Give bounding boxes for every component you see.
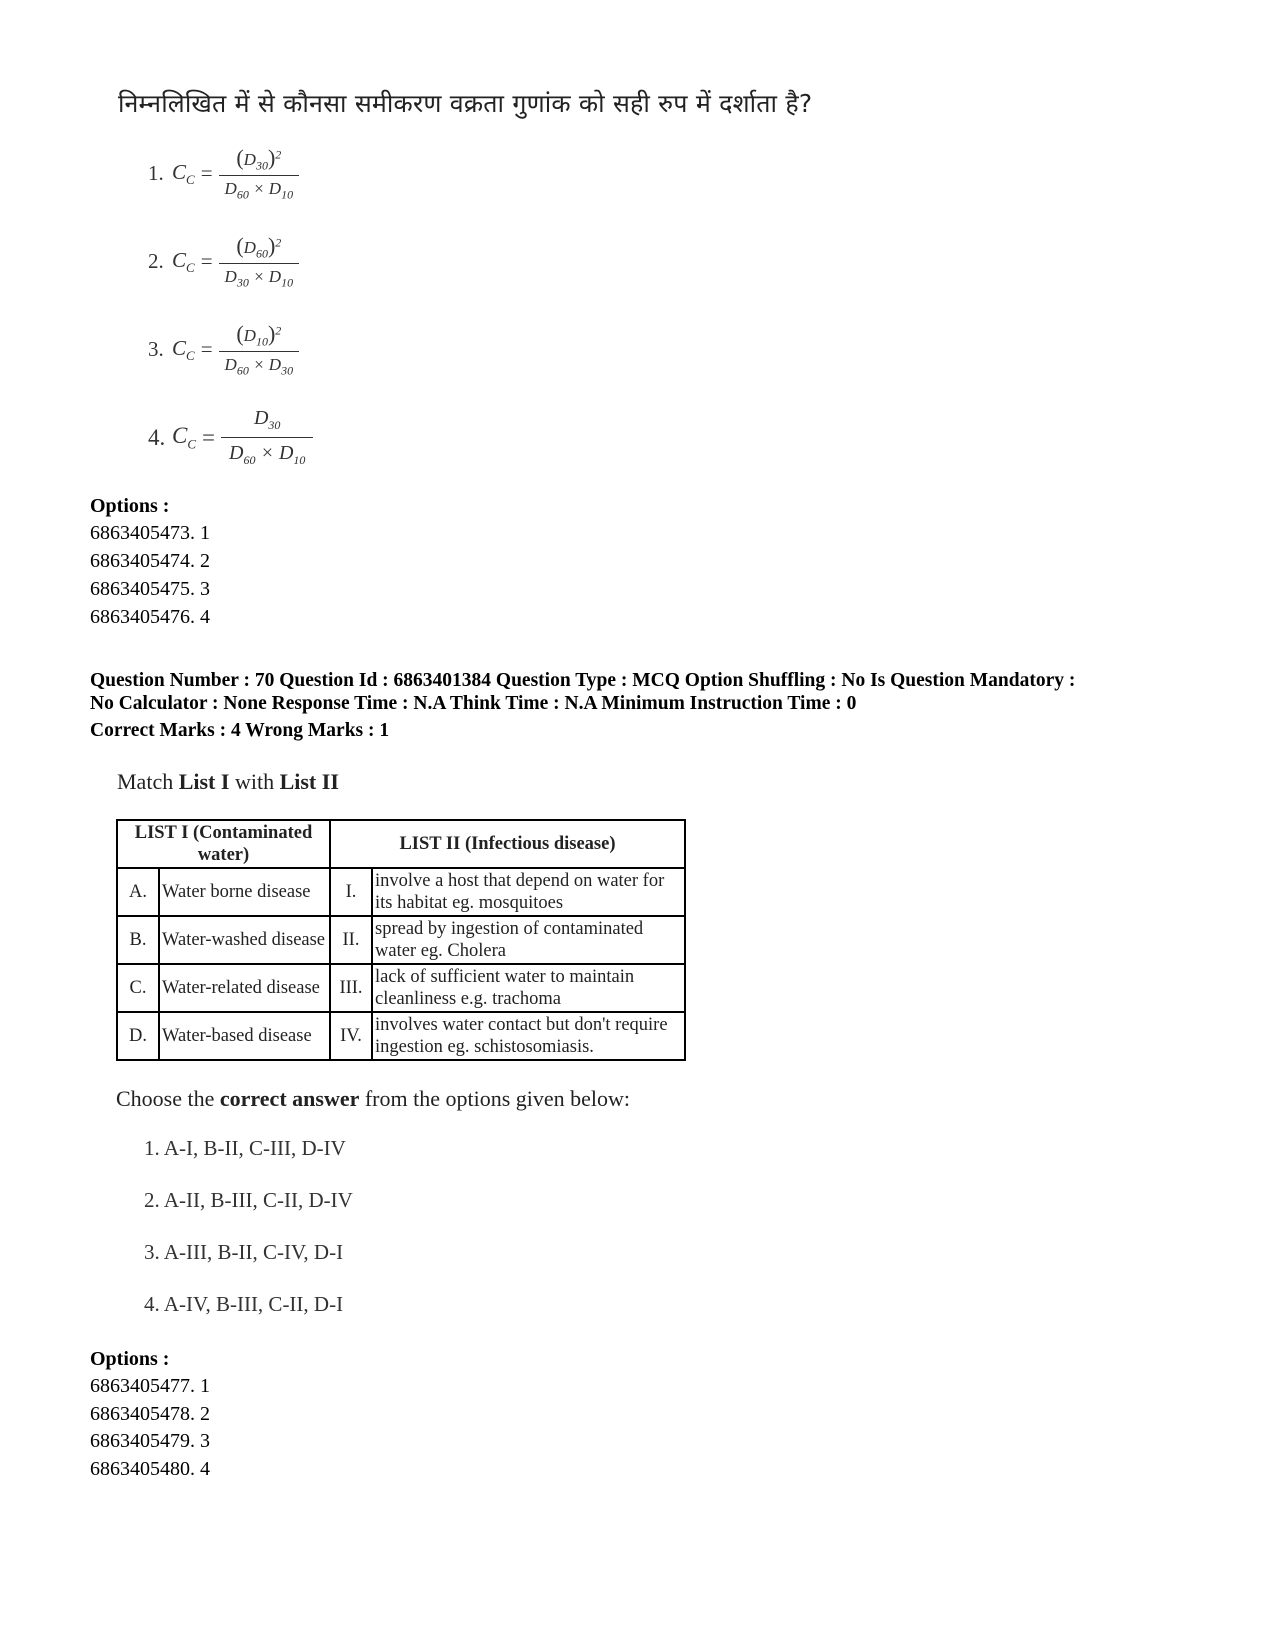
row-list1-item: Water-related disease: [159, 964, 330, 1012]
formula-number: 1.: [148, 161, 164, 186]
question-meta-line-1: Question Number : 70 Question Id : 6863401384 Question Type : MCQ Option Shuffling : No Is Question Mandatory :: [90, 670, 1076, 691]
row-list1-item: Water-based disease: [159, 1012, 330, 1060]
formula-lhs: $C_C$: [172, 247, 195, 275]
fraction: [219, 145, 300, 203]
option-item: 6863405478. 2: [90, 1403, 210, 1425]
question-marks: Correct Marks : 4 Wrong Marks : 1: [90, 720, 390, 741]
answer-choice-2: 2. A-II, B-III, C-II, D-IV: [144, 1188, 353, 1212]
denominator: $D_{60} \times D_{10}$: [221, 437, 313, 468]
row-list2-item: lack of sufficient water to maintain cleanliness e.g. trachoma: [372, 964, 685, 1012]
options-heading: Options :: [90, 495, 170, 517]
row-letter: B.: [117, 916, 159, 964]
question-text-hindi: निम्नलिखित में से कौनसा समीकरण वक्रता गुणांक को सही रुप में दर्शाता है?: [118, 89, 813, 118]
row-roman: II.: [330, 916, 372, 964]
fraction: [221, 407, 313, 468]
formula-option-1: [148, 145, 299, 203]
equals-sign: =: [202, 424, 215, 450]
equals-sign: =: [200, 249, 213, 274]
denominator: $D_{60} \times D_{30}$: [219, 351, 300, 378]
formula-lhs: $C_C$: [172, 335, 195, 363]
formula-number: 4.: [148, 424, 166, 450]
formula-lhs: $C_C$: [172, 159, 195, 187]
formula-number: 3.: [148, 337, 164, 362]
choose-instruction: Choose the correct answer from the options given below:: [116, 1086, 631, 1111]
row-list2-item: spread by ingestion of contaminated water eg. Cholera: [372, 916, 685, 964]
header-list-1: LIST I (Contaminated water): [117, 820, 330, 868]
row-list1-item: Water-washed disease: [159, 916, 330, 964]
formula-option-4: [148, 407, 313, 468]
row-letter: D.: [117, 1012, 159, 1060]
option-item: 6863405474. 2: [90, 550, 210, 572]
equals-sign: =: [200, 161, 213, 186]
header-list-2: LIST II (Infectious disease): [330, 820, 685, 868]
option-item: 6863405475. 3: [90, 578, 210, 600]
numerator: $(D_{60})^2$: [236, 233, 282, 261]
formula-number: 2.: [148, 249, 164, 274]
formula-option-3: [148, 321, 299, 379]
row-roman: III.: [330, 964, 372, 1012]
table-row: [117, 1012, 685, 1060]
match-instruction: Match List I with List II: [117, 769, 339, 794]
equals-sign: =: [200, 337, 213, 362]
row-roman: I.: [330, 868, 372, 916]
table-row: [117, 964, 685, 1012]
numerator: $(D_{30})^2$: [236, 145, 282, 173]
table-header-row: [117, 820, 685, 868]
row-letter: A.: [117, 868, 159, 916]
denominator: $D_{30} \times D_{10}$: [219, 263, 300, 290]
match-table: [116, 819, 686, 1061]
row-roman: IV.: [330, 1012, 372, 1060]
answer-choice-4: 4. A-IV, B-III, C-II, D-I: [144, 1292, 344, 1316]
denominator: $D_{60} \times D_{10}$: [219, 175, 300, 202]
fraction: [219, 321, 300, 379]
formula-lhs: $C_C$: [172, 422, 197, 452]
row-list2-item: involves water contact but don't require ingestion eg. schistosomiasis.: [372, 1012, 685, 1060]
options-heading: Options :: [90, 1348, 170, 1370]
option-item: 6863405480. 4: [90, 1458, 210, 1480]
answer-choice-3: 3. A-III, B-II, C-IV, D-I: [144, 1240, 344, 1264]
fraction: [219, 233, 300, 291]
numerator: $D_{30}$: [253, 407, 281, 432]
option-item: 6863405476. 4: [90, 606, 210, 628]
table-row: [117, 916, 685, 964]
table-row: [117, 868, 685, 916]
formula-option-2: [148, 233, 299, 291]
answer-choice-1: 1. A-I, B-II, C-III, D-IV: [144, 1136, 346, 1160]
option-item: 6863405477. 1: [90, 1375, 210, 1397]
numerator: $(D_{10})^2$: [236, 321, 282, 349]
row-list1-item: Water borne disease: [159, 868, 330, 916]
row-list2-item: involve a host that depend on water for its habitat eg. mosquitoes: [372, 868, 685, 916]
option-item: 6863405479. 3: [90, 1430, 210, 1452]
question-meta-line-2: No Calculator : None Response Time : N.A Think Time : N.A Minimum Instruction Time : 0: [90, 693, 857, 714]
option-item: 6863405473. 1: [90, 522, 210, 544]
row-letter: C.: [117, 964, 159, 1012]
